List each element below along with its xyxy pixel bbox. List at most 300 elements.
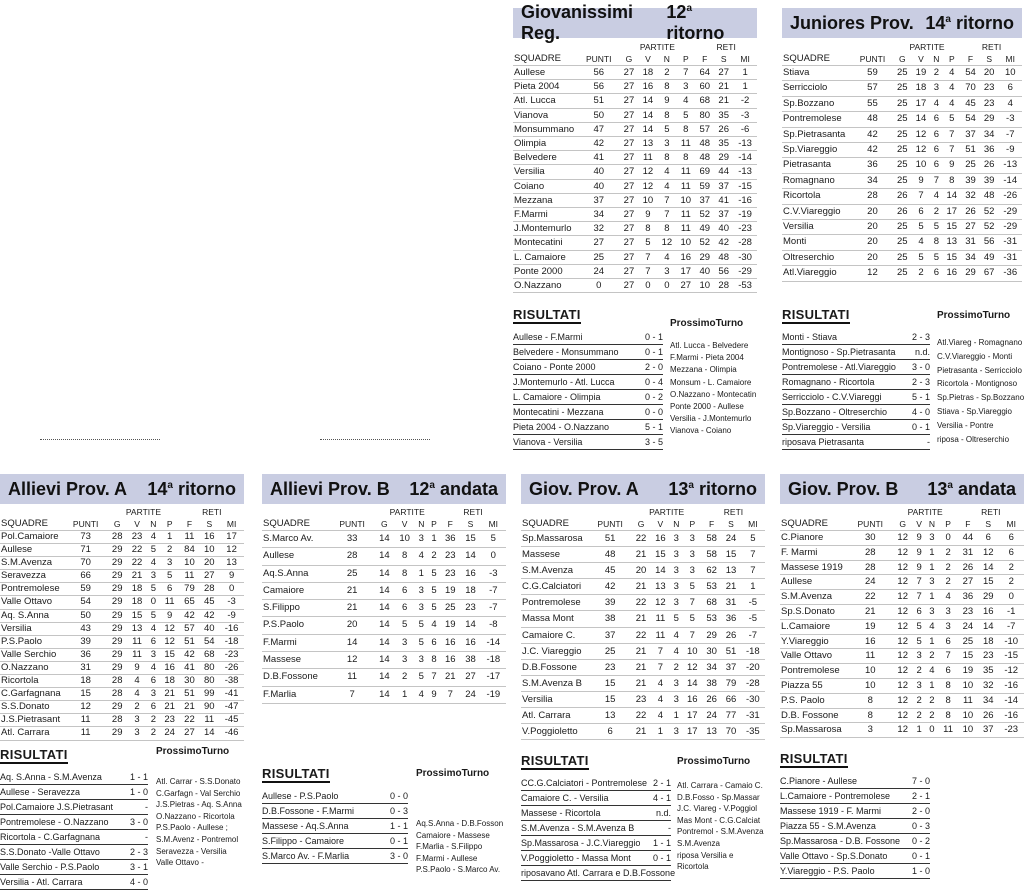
column-header-row — [521, 518, 765, 531]
stat-cell: 40 — [714, 222, 733, 236]
stat-cell: 25 — [330, 565, 374, 582]
result-row — [780, 789, 930, 804]
section-header — [513, 2, 757, 43]
column-header-squadre: SQUADRE — [780, 518, 848, 531]
stat-cell: 12 — [651, 595, 670, 611]
stat-cell: 17 — [912, 96, 931, 111]
stat-cell: 29 — [107, 635, 127, 648]
stat-cell: 3 — [657, 264, 676, 278]
stat-cell: 21 — [440, 669, 460, 686]
table-row — [513, 80, 757, 94]
stat-cell: 4 — [912, 235, 931, 250]
stat-cell: 58 — [702, 531, 721, 547]
stat-cell: 47 — [578, 122, 619, 136]
result-row — [262, 789, 408, 804]
stat-cell: 21 — [631, 579, 650, 595]
stat-cell: 3 — [670, 531, 683, 547]
column-header: PUNTI — [64, 518, 107, 531]
match-label: riposava Pietrasanta — [782, 437, 865, 447]
team-name: Aq.S.Anna — [262, 565, 330, 582]
stat-cell: 57 — [852, 81, 893, 96]
stat-cell: -10 — [998, 634, 1024, 649]
table-row — [521, 611, 765, 627]
stat-cell: 5 — [942, 112, 961, 127]
section-allievi-a — [0, 474, 244, 741]
team-name: Pietrasanta — [782, 158, 852, 173]
stat-cell: 52 — [695, 236, 714, 250]
stat-cell: 4 — [999, 96, 1022, 111]
stat-cell: 39 — [64, 635, 107, 648]
stat-cell: -1 — [998, 604, 1024, 619]
team-name: L. Camaiore — [513, 250, 578, 264]
table-row — [521, 675, 765, 691]
stat-cell: 11 — [638, 151, 657, 165]
stat-cell: -45 — [219, 714, 244, 727]
stat-cell: 12 — [219, 544, 244, 557]
team-name: Sp.Viareggio — [782, 143, 852, 158]
stat-cell: 21 — [631, 611, 650, 627]
stat-cell: 48 — [589, 547, 631, 563]
stat-cell: 15 — [942, 250, 961, 265]
team-name: J.Montemurlo — [513, 222, 578, 236]
stat-cell: 9 — [913, 545, 925, 560]
stat-cell: 56 — [714, 264, 733, 278]
table-row — [780, 678, 1024, 693]
match-label: Valle Serchio - P.S.Paolo — [0, 862, 100, 872]
stat-cell: 21 — [631, 724, 650, 740]
stat-cell: 35 — [714, 137, 733, 151]
team-name: Serricciolo — [782, 81, 852, 96]
table-row — [262, 582, 506, 599]
team-name: Pontremolese — [0, 583, 64, 596]
stat-cell: 2 — [938, 560, 957, 575]
stat-cell: 42 — [714, 236, 733, 250]
stat-cell: 10 — [394, 531, 414, 548]
stat-cell: 40 — [578, 179, 619, 193]
next-match: C.Garfagn - Val Serchio — [156, 788, 241, 798]
stat-cell: 7 — [651, 659, 670, 675]
stat-cell: 23 — [631, 691, 650, 707]
match-score: 2 - 1 — [911, 791, 930, 801]
stat-cell: 2 — [925, 708, 938, 723]
stat-cell: 3 — [670, 595, 683, 611]
table-row — [780, 575, 1024, 590]
stat-cell: 26 — [702, 691, 721, 707]
group-header-row — [782, 42, 1022, 53]
team-name: S.Marco Av. — [262, 531, 330, 548]
stat-cell: -3 — [733, 108, 757, 122]
stat-cell: 11 — [127, 635, 147, 648]
match-label: CC.G.Calciatori - Pontremolese — [521, 778, 648, 788]
stat-cell: 21 — [160, 701, 180, 714]
stat-cell: 18 — [638, 66, 657, 80]
stat-cell: 17 — [676, 264, 695, 278]
table-row — [513, 137, 757, 151]
stat-cell: 11 — [938, 723, 957, 738]
match-score: 1 - 0 — [911, 866, 930, 876]
stat-cell: 11 — [160, 596, 180, 609]
stat-cell: 0 — [481, 548, 506, 565]
column-header: S — [199, 518, 219, 531]
stat-cell: 12 — [893, 575, 913, 590]
stat-cell: 25 — [893, 143, 912, 158]
stat-cell: -8 — [481, 617, 506, 634]
column-header-row — [782, 53, 1022, 66]
stat-cell: 69 — [695, 165, 714, 179]
team-name: P.S.Paolo — [0, 635, 64, 648]
stat-cell: 7 — [942, 143, 961, 158]
stat-cell: 10 — [848, 664, 893, 679]
stat-cell: 24 — [578, 264, 619, 278]
team-name: Monsummano — [513, 122, 578, 136]
team-name: Aullese — [0, 544, 64, 557]
stat-cell: 10 — [958, 723, 978, 738]
stat-cell: -6 — [733, 122, 757, 136]
team-name: Valle Serchio — [0, 648, 64, 661]
team-name: Mezzana — [513, 193, 578, 207]
stat-cell: -31 — [741, 708, 765, 724]
stat-cell: 0 — [638, 279, 657, 293]
stat-cell: -7 — [481, 582, 506, 599]
stat-cell: 15 — [64, 688, 107, 701]
result-row — [780, 834, 930, 849]
stat-cell: 9 — [127, 661, 147, 674]
stat-cell: 6 — [998, 531, 1024, 546]
stat-cell: -16 — [998, 708, 1024, 723]
stat-cell: 16 — [199, 531, 219, 544]
results-juniores — [782, 306, 930, 450]
stat-cell: 10 — [199, 544, 219, 557]
stat-cell: 23 — [440, 565, 460, 582]
match-label: L. Camaiore - Olimpia — [513, 392, 601, 402]
stat-cell: 28 — [107, 531, 127, 544]
stat-cell: 39 — [589, 595, 631, 611]
table-row — [0, 583, 244, 596]
reti-label: RETI — [981, 42, 1002, 52]
stat-cell: 21 — [848, 604, 893, 619]
stat-cell: 4 — [670, 627, 683, 643]
stat-cell: 18 — [460, 582, 480, 599]
stat-cell: 0 — [925, 723, 938, 738]
match-label: Aullese - Seravezza — [0, 787, 81, 797]
column-header: P — [676, 53, 695, 66]
stat-cell: 34 — [980, 127, 999, 142]
stat-cell: 4 — [657, 250, 676, 264]
column-header: F — [702, 518, 721, 531]
match-score: 0 - 1 — [644, 332, 663, 342]
stat-cell: 56 — [980, 235, 999, 250]
stat-cell: 4 — [925, 664, 938, 679]
stat-cell: 12 — [160, 622, 180, 635]
table-row — [513, 179, 757, 193]
stat-cell: 7 — [913, 590, 925, 605]
stat-cell: 24 — [160, 727, 180, 740]
stat-cell: 22 — [631, 708, 650, 724]
stat-cell: 37 — [978, 723, 998, 738]
stat-cell: 29 — [702, 627, 721, 643]
stat-cell: 14 — [638, 122, 657, 136]
stat-cell: 6 — [998, 545, 1024, 560]
match-score: - — [145, 802, 148, 812]
column-header: V — [394, 518, 414, 531]
stat-cell: 2 — [657, 66, 676, 80]
next-round-title: ProssimoTurno — [670, 318, 744, 329]
section-title: Giovanissimi Reg. — [521, 2, 634, 43]
stat-cell: 12 — [893, 590, 913, 605]
stat-cell: 29 — [107, 661, 127, 674]
standings-table — [521, 507, 765, 740]
column-header: MI — [481, 518, 506, 531]
stat-cell: 10 — [958, 678, 978, 693]
stat-cell: 31 — [64, 661, 107, 674]
column-header-row — [0, 518, 244, 531]
stat-cell: 12 — [893, 708, 913, 723]
stat-cell: 34 — [702, 659, 721, 675]
stat-cell: 34 — [961, 250, 980, 265]
stat-cell: 14 — [199, 727, 219, 740]
stat-cell: 7 — [741, 563, 765, 579]
team-name: D.B.Fossone — [262, 669, 330, 686]
results-title: RISULTATI — [0, 747, 68, 762]
section-giov-b — [780, 474, 1024, 738]
stat-cell: 9 — [219, 570, 244, 583]
stat-cell: 6 — [930, 112, 942, 127]
stat-cell: 8 — [938, 693, 957, 708]
stat-cell: 6 — [938, 634, 957, 649]
blank-cell — [262, 507, 374, 518]
table-row — [782, 220, 1022, 235]
team-name: F.Marlia — [262, 686, 330, 703]
group-header-row — [780, 507, 1024, 518]
reti-label: RETI — [463, 507, 483, 517]
stat-cell: 11 — [651, 627, 670, 643]
team-name: F.Marmi — [262, 634, 330, 651]
match-label: C.Pianore - Aullese — [780, 776, 858, 786]
stat-cell: 27 — [961, 220, 980, 235]
next-match: Pietrasanta - Serricciolo — [937, 365, 1022, 375]
team-name: Sp.Bozzano — [782, 96, 852, 111]
stat-cell: 28 — [107, 675, 127, 688]
stat-cell: 4 — [657, 165, 676, 179]
stat-cell: 0 — [578, 279, 619, 293]
stat-cell: 13 — [219, 557, 244, 570]
table-row — [782, 143, 1022, 158]
match-score: 3 - 0 — [389, 851, 408, 861]
stat-cell: 42 — [199, 609, 219, 622]
stat-cell: 99 — [199, 688, 219, 701]
column-header-squadre: SQUADRE — [521, 518, 589, 531]
table-row — [521, 708, 765, 724]
result-row — [782, 375, 930, 390]
stat-cell: -16 — [733, 193, 757, 207]
match-label: riposavano Atl. Carrara e D.B.Fossone — [521, 868, 676, 878]
stat-cell: -20 — [741, 659, 765, 675]
stat-cell: 2 — [160, 544, 180, 557]
next-match: J.S.Pietras - Aq. S.Anna — [156, 800, 242, 810]
stat-cell: 25 — [961, 158, 980, 173]
match-score: 0 - 1 — [911, 851, 930, 861]
match-score: 2 - 3 — [911, 377, 930, 387]
next-match: riposa Versilia e — [677, 850, 734, 860]
result-row — [262, 804, 408, 819]
stat-cell: 5 — [415, 669, 428, 686]
stat-cell: 2 — [127, 701, 147, 714]
stat-cell: 7 — [657, 208, 676, 222]
stat-cell: 13 — [127, 622, 147, 635]
table-row — [521, 595, 765, 611]
stat-cell: 15 — [127, 609, 147, 622]
stat-cell: 51 — [721, 643, 740, 659]
stat-cell: 23 — [127, 531, 147, 544]
stat-cell: 11 — [330, 669, 374, 686]
stat-cell: 16 — [160, 661, 180, 674]
stat-cell: 16 — [440, 652, 460, 669]
match-label: S.S.Donato -Valle Ottavo — [0, 847, 100, 857]
team-name: Stiava — [782, 66, 852, 81]
stat-cell: 27 — [619, 66, 638, 80]
table-row — [782, 266, 1022, 281]
team-name: S.M.Avenza B — [521, 675, 589, 691]
stat-cell: 12 — [893, 634, 913, 649]
stat-cell: 56 — [578, 66, 619, 80]
stat-cell: 14 — [651, 563, 670, 579]
stat-cell: -29 — [999, 220, 1022, 235]
stat-cell: 25 — [440, 600, 460, 617]
stat-cell: 2 — [913, 708, 925, 723]
stat-cell: 60 — [695, 80, 714, 94]
stat-cell: 1 — [925, 560, 938, 575]
stat-cell: 27 — [619, 279, 638, 293]
stat-cell: 21 — [714, 80, 733, 94]
match-label: S.M.Avenza - S.M.Avenza B — [521, 823, 635, 833]
stat-cell: 12 — [978, 545, 998, 560]
result-row — [0, 800, 148, 815]
team-name: L.Camaiore — [780, 619, 848, 634]
stat-cell: 22 — [127, 557, 147, 570]
stat-cell: 3 — [676, 80, 695, 94]
match-label: Pol.Camaiore J.S.Pietrasant — [0, 802, 114, 812]
stat-cell: -13 — [733, 137, 757, 151]
stat-cell: 23 — [978, 649, 998, 664]
table-row — [513, 236, 757, 250]
stat-cell: 8 — [930, 235, 942, 250]
stat-cell: 12 — [638, 165, 657, 179]
match-score: 0 - 2 — [644, 392, 663, 402]
team-name: C.V.Viareggio — [782, 204, 852, 219]
stat-cell: 2 — [670, 659, 683, 675]
stat-cell: 3 — [670, 547, 683, 563]
stat-cell: 10 — [695, 279, 714, 293]
stat-cell: -14 — [999, 173, 1022, 188]
stat-cell: 22 — [127, 544, 147, 557]
match-score: - — [145, 832, 148, 842]
team-name: Belvedere — [513, 151, 578, 165]
stat-cell: 64 — [695, 66, 714, 80]
next-match: P.S.Paolo - S.Marco Av. — [416, 865, 501, 875]
stat-cell: 26 — [980, 158, 999, 173]
stat-cell: 27 — [619, 193, 638, 207]
team-name: Ricortola — [782, 189, 852, 204]
stat-cell: 50 — [578, 108, 619, 122]
stat-cell: 15 — [460, 531, 480, 548]
table-row — [780, 634, 1024, 649]
stat-cell: 10 — [180, 557, 200, 570]
stat-cell: 7 — [942, 127, 961, 142]
stat-cell: 25 — [893, 81, 912, 96]
match-score: 0 - 1 — [389, 836, 408, 846]
standings-table — [782, 42, 1022, 282]
stat-cell: 29 — [107, 570, 127, 583]
stat-cell: 42 — [852, 127, 893, 142]
next-match: Camaiore - Massese — [416, 830, 490, 840]
team-name: Valle Ottavo — [780, 649, 848, 664]
stat-cell: -46 — [219, 727, 244, 740]
column-header: G — [374, 518, 394, 531]
match-label: Coiano - Ponte 2000 — [513, 362, 596, 372]
stat-cell: 11 — [180, 531, 200, 544]
stat-cell: 25 — [893, 127, 912, 142]
result-row — [521, 776, 671, 791]
stat-cell: 3 — [925, 531, 938, 546]
match-label: Pieta 2004 - O.Nazzano — [513, 422, 610, 432]
stat-cell: 32 — [978, 678, 998, 693]
next-match: Atl. Lucca - Belvedere — [670, 341, 749, 350]
stat-cell: 28 — [330, 548, 374, 565]
stat-cell: 55 — [852, 96, 893, 111]
table-row — [780, 590, 1024, 605]
stat-cell: 8 — [428, 652, 440, 669]
result-row — [521, 866, 676, 881]
column-header: V — [912, 53, 931, 66]
stat-cell: 54 — [64, 596, 107, 609]
stat-cell: 27 — [619, 165, 638, 179]
stat-cell: 53 — [702, 611, 721, 627]
stat-cell: 10 — [848, 678, 893, 693]
section-title: Allievi Prov. A — [8, 478, 128, 499]
match-label: Sp.Viareggio - Versilia — [782, 422, 871, 432]
stat-cell: 8 — [848, 708, 893, 723]
stat-cell: 4 — [127, 675, 147, 688]
stat-cell: 14 — [638, 94, 657, 108]
stat-cell: 2 — [913, 693, 925, 708]
stat-cell: 84 — [180, 544, 200, 557]
stat-cell: 11 — [64, 714, 107, 727]
stat-cell: 54 — [961, 66, 980, 81]
stat-cell: 2 — [998, 560, 1024, 575]
result-row — [262, 834, 408, 849]
stat-cell: 42 — [589, 579, 631, 595]
match-score: 0 - 2 — [911, 836, 930, 846]
stat-cell: 25 — [893, 158, 912, 173]
stat-cell: 38 — [589, 611, 631, 627]
stat-cell: -15 — [998, 649, 1024, 664]
stat-cell: 30 — [702, 643, 721, 659]
stat-cell: 4 — [415, 686, 428, 703]
stat-cell: 12 — [912, 127, 931, 142]
team-name: Seravezza — [0, 570, 64, 583]
next-match: F.Marlia - S.Filippo — [416, 842, 483, 852]
stat-cell: 11 — [676, 165, 695, 179]
match-label: Massese - Ricortola — [521, 808, 601, 818]
table-row — [780, 649, 1024, 664]
match-score: 1 - 1 — [389, 821, 408, 831]
stat-cell: 20 — [852, 250, 893, 265]
column-header: F — [961, 53, 980, 66]
stat-cell: 3 — [930, 81, 942, 96]
table-row — [0, 531, 244, 544]
stat-cell: 14 — [912, 112, 931, 127]
reti-label: RETI — [716, 42, 736, 52]
